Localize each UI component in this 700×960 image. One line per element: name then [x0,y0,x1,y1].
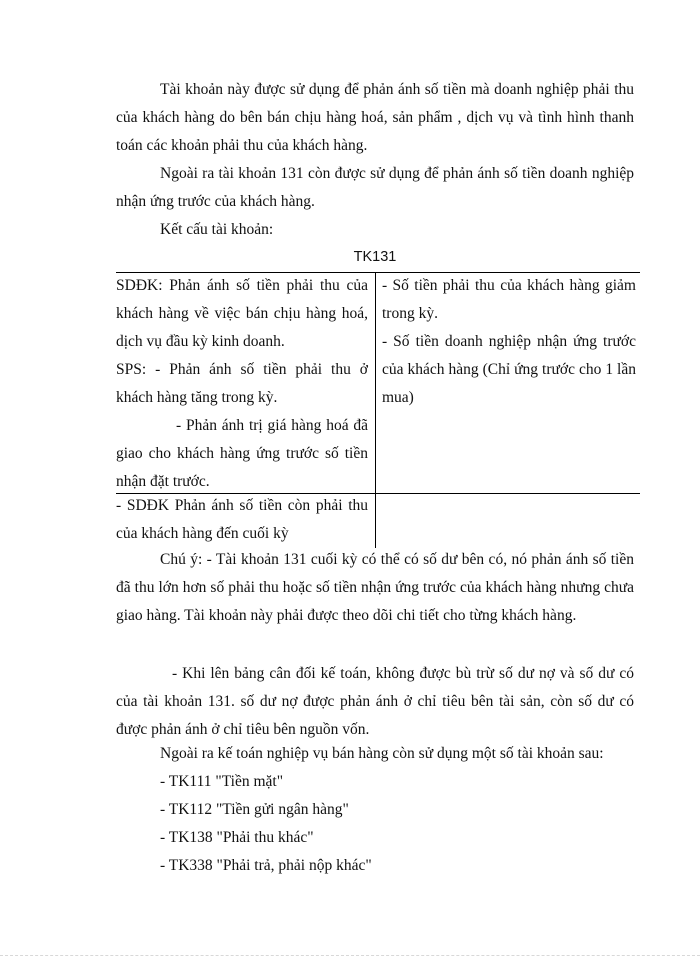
t-account-title: TK131 [353,249,397,265]
debit-increase: SPS: - Phản ánh số tiền phải thu ở khách hàng tăng trong kỳ. [116,361,368,406]
page-bottom-border [0,955,700,956]
note-credit-balance: Chú ý: - Tài khoản 131 cuối kỳ có thể có số dư bên có, nó phản ánh số tiền đã thu lớn hơn số phải thu hoặc số tiền nhận ứng trước của khách hàng nhưng chưa giao hàng. Tài khoản này phải được theo dõi chi tiết cho từng khách hàng. [116,551,634,624]
debit-delivered-goods: - Phản ánh trị giá hàng hoá đã giao cho khách hàng ứng trước số tiền nhận đặt trước. [116,417,368,490]
debit-opening-balance: SDĐK: Phản ánh số tiền phải thu của khách hàng về việc bán chịu hàng hoá, dịch vụ đầu kỳ kinh doanh. [116,277,368,350]
t-account-divider [375,272,376,548]
paragraph-advance: Ngoài ra tài khoản 131 còn được sử dụng để phản ánh số tiền doanh nghiệp nhận ứng trước của khách hàng. [116,165,634,210]
paragraph-intro: Tài khoản này được sử dụng để phản ánh số tiền mà doanh nghiệp phải thu của khách hàng do bên bán chịu hàng hoá, sản phẩm , dịch vụ và tình hình thanh toán các khoản phải thu của khách hàng. [116,81,634,154]
account-list-item: - TK112 "Tiền gửi ngân hàng" [160,801,349,818]
debit-ending-balance: - SDĐK Phản ánh số tiền còn phải thu của khách hàng đến cuối kỳ [116,497,368,542]
account-list-item: - TK338 "Phải trả, phải nộp khác" [160,857,372,874]
t-account-table [116,272,640,548]
note-other-accounts: Ngoài ra kế toán nghiệp vụ bán hàng còn sử dụng một số tài khoản sau: [160,745,604,762]
note-balance-sheet: - Khi lên bảng cân đối kế toán, không được bù trừ số dư nợ và số dư có của tài khoản 131. số dư nợ được phản ánh ở chỉ tiêu bên tài sản, còn số dư có được phản ánh ở chỉ tiêu bên nguồn vốn. [116,665,634,738]
account-list-item: - TK111 "Tiền mặt" [160,773,284,790]
credit-decrease: - Số tiền phải thu của khách hàng giảm trong kỳ. [382,277,636,322]
account-list-item: - TK138 "Phải thu khác" [160,829,314,846]
credit-advance: - Số tiền doanh nghiệp nhận ứng trước của khách hàng (Chỉ ứng trước cho 1 lần mua) [382,333,636,406]
paragraph-structure-label: Kết cấu tài khoản: [160,221,274,238]
